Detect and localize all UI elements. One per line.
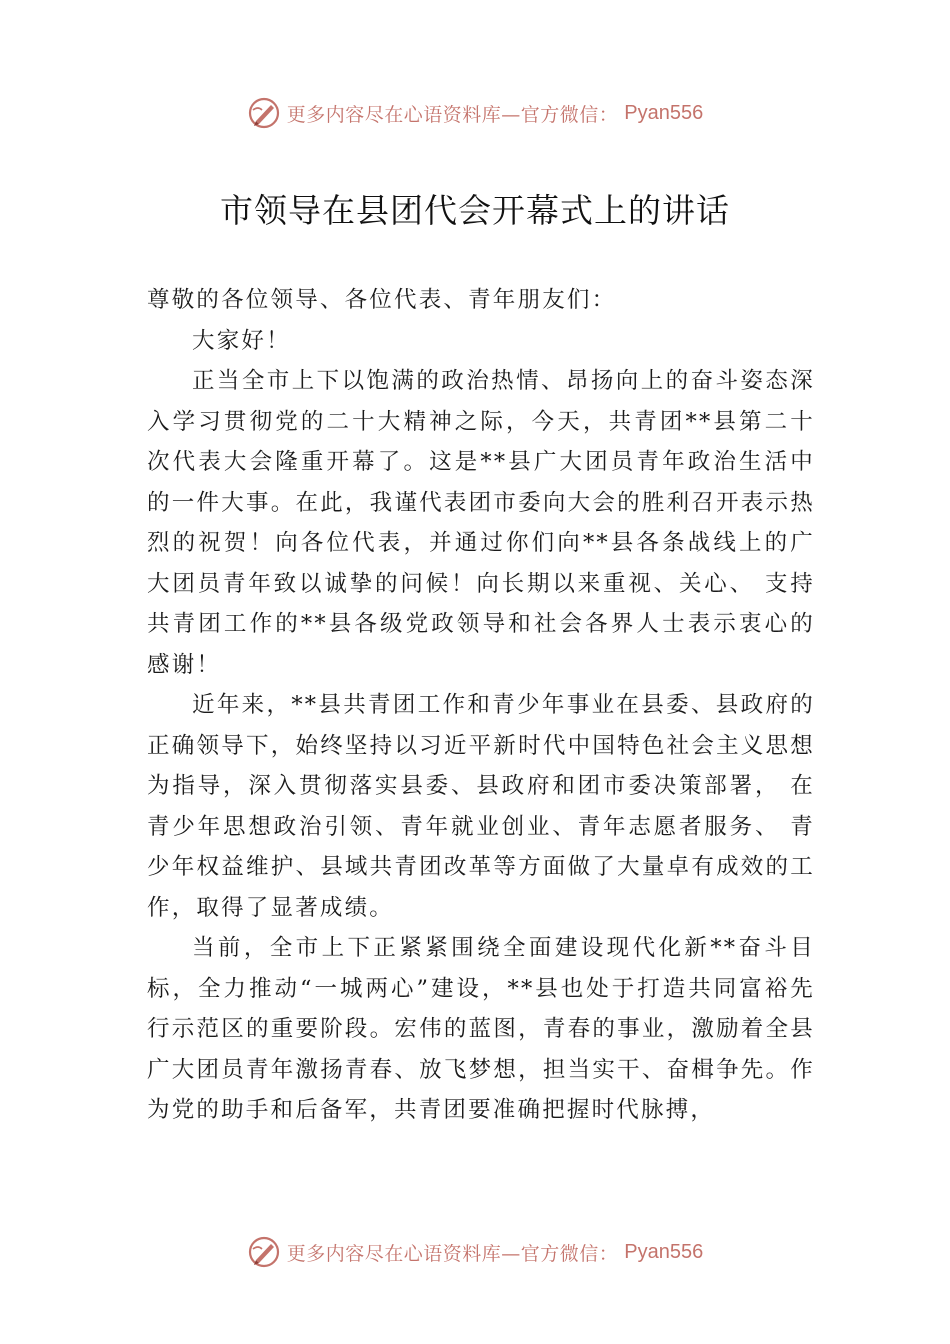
document-body [147,280,815,1131]
document-title: 市领导在县团代会开幕式上的讲话 [220,191,730,230]
watermark-wechat-id: Pyan556 [624,101,704,124]
watermark-header [0,93,950,133]
watermark-text: 更多内容尽在心语资料库—官方微信： [286,1242,619,1265]
watermark-footer [0,1232,950,1272]
salutation: 尊敬的各位领导、各位代表、青年朋友们： [147,287,617,313]
watermark-text: 更多内容尽在心语资料库—官方微信： [286,103,619,126]
pen-logo-icon [247,1235,281,1269]
paragraph: 近年来，**县共青团工作和青少年事业在县委、县政府的正确领导下，始终坚持以习近平新时代中国特色社会主义思想为指导，深入贯彻落实县委、县政府和团市委决策部署， 在青少年思想政治引领、青年就业创业、青年志愿者服务、 青少年权益维护、县域共青团改革等方面做了大量卓有成效的工作，取得了显著成绩。 [147,692,815,921]
pen-logo-icon [247,96,281,130]
paragraph-greeting: 大家好！ [192,327,291,354]
paragraph: 正当全市上下以饱满的政治热情、昂扬向上的奋斗姿态深入学习贯彻党的二十大精神之际，今天，共青团**县第二十次代表大会隆重开幕了。这是**县广大团员青年政治生活中的一件大事。在此，我谨代表团市委向大会的胜利召开表示热烈的祝贺！向各位代表，并通过你们向**县各条战线上的广大团员青年致以诚挚的问候！向长期以来重视、关心、 支持共青团工作的**县各级党政领导和社会各界人士表示衷心的感谢！ [147,368,815,678]
paragraph: 当前，全市上下正紧紧围绕全面建设现代化新**奋斗目标，全力推动“一城两心”建设，**县也处于打造共同富裕先行示范区的重要阶段。宏伟的蓝图，青春的事业，激励着全县广大团员青年激扬青春、放飞梦想，担当实干、奋楫争先。作为党的助手和后备军，共青团要准确把握时代脉搏， [147,935,815,1123]
watermark-wechat-id: Pyan556 [624,1240,704,1263]
